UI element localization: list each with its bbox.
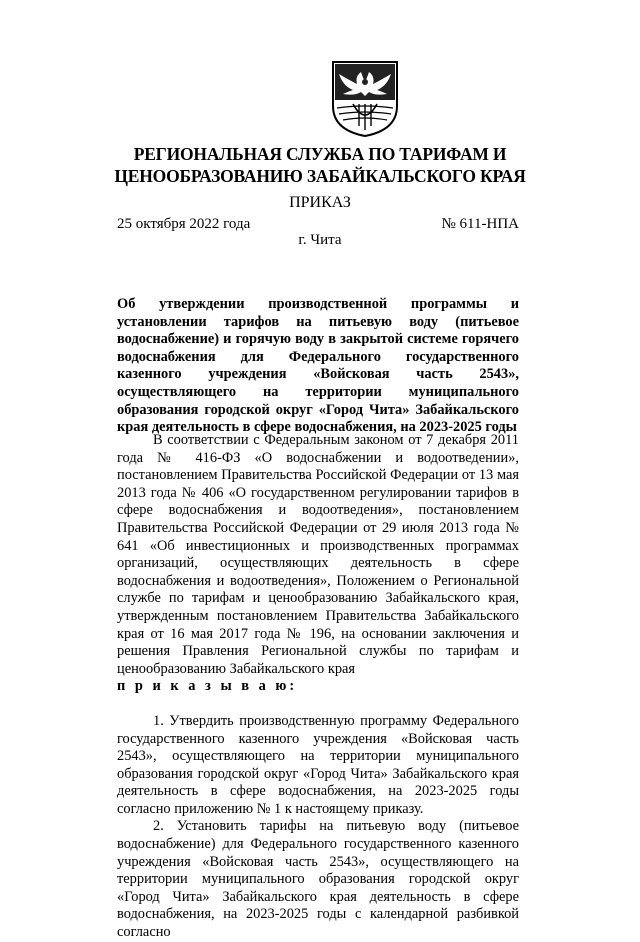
coat-of-arms-icon: [331, 60, 399, 138]
document-type: ПРИКАЗ: [289, 194, 351, 211]
document-date: 25 октября 2022 года: [117, 216, 251, 232]
date-number-line: [117, 216, 519, 233]
document-city: г. Чита: [298, 232, 342, 248]
order-item-2: 2. Установить тарифы на питьевую воду (питьевое водоснабжение) для Федерального государственного казенного учреждения «Войсковая часть 2543», осуществляющего на территории муниципального образования городской округ «Город Чита» Забайкальского края деятельность в сфере водоснабжения, на 2023-2025 годы с календарной разбивкой согласно: [117, 818, 519, 941]
paragraph-spacer: [117, 696, 519, 713]
document-number: № 611-НПА: [441, 216, 519, 232]
preamble-paragraph: В соответствии с Федеральным законом от 7 декабря 2011 года № 416-ФЗ «О водоснабжении и водоотведении», постановлением Правительства Российской Федерации от 13 мая 2013 года № 406 «О государственном регулировании тарифов в сфере водоснабжения и водоотведения», постановлением Правительства Российской Федерации от 29 июля 2013 года № 641 «Об инвестиционных и производственных программах организаций, осуществляющих деятельность в сфере водоснабжения и водоотведения», Положением о Региональной службе по тарифам и ценообразованию Забайкальского края, утвержденным постановлением Правительства Забайкальского края от 16 мая 2017 года № 196, на основании заключения и решения Правления Региональной службы по тарифам и ценообразованию Забайкальского края: [117, 432, 519, 677]
document-subject: Об утверждении производственной программы и установлении тарифов на питьевую воду (питьевое водоснабжение) и горячую воду в закрытой системе горячего водоснабжения для Федерального государственного казенного учреждения «Войсковая часть 2543», осуществляющего на территории муниципального образования городской округ «Город Чита» Забайкальского края деятельность в сфере водоснабжения, на 2023-2025 годы: [117, 296, 519, 436]
organization-title-line1: РЕГИОНАЛЬНАЯ СЛУЖБА ПО ТАРИФАМ И: [133, 144, 507, 164]
orders-word: п р и к а з ы в а ю:: [117, 678, 298, 695]
order-item-1: 1. Утвердить производственную программу Федерального государственного казенного учреждения «Войсковая часть 2543», осуществляющего на территории муниципального образования городской округ «Город Чита» Забайкальского края деятельность в сфере водоснабжения, на 2023-2025 годы согласно приложению № 1 к настоящему приказу.: [117, 712, 519, 817]
organization-title: [0, 143, 640, 187]
document-body: [117, 432, 519, 942]
organization-title-line2: ЦЕНООБРАЗОВАНИЮ ЗАБАЙКАЛЬСКОГО КРАЯ: [114, 166, 526, 186]
